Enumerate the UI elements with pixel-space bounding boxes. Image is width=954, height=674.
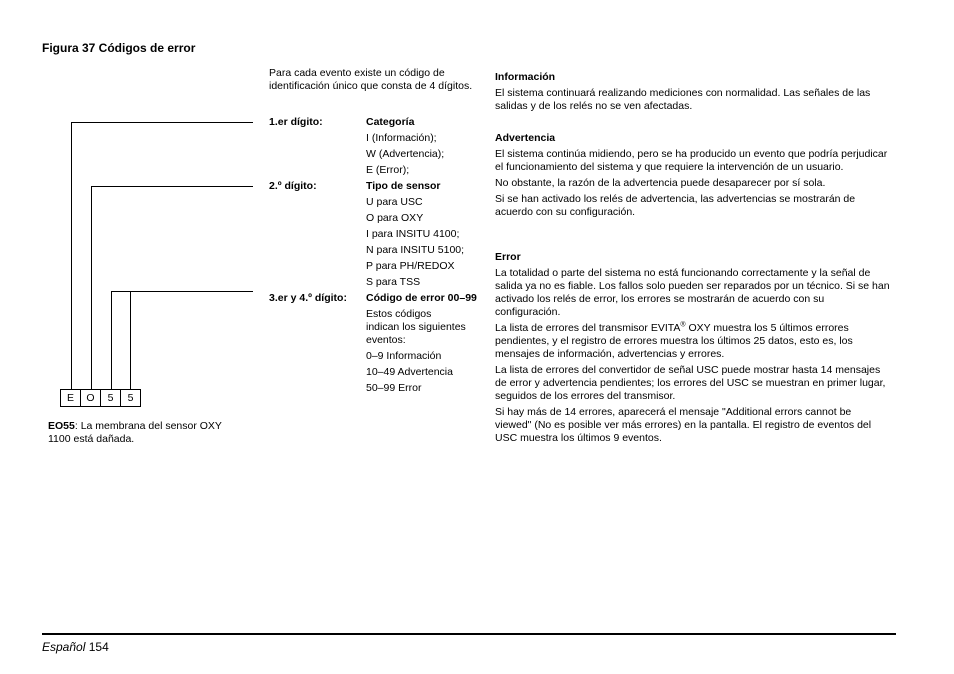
page-footer [42,640,109,654]
connector-line-4-vertical [130,291,131,389]
error-paragraph: La lista de errores del convertidor de señal USC puede mostrar hasta 14 mensajes de error y advertencia pendientes; los errores del USC se muestran en primer lugar, seguidos de los errores del transmisor. [495,364,886,402]
digit3-desc: eventos: [366,334,406,346]
digit1-heading: Categoría [366,116,415,128]
error-paragraph-part: La lista de errores del transmisor EVITA [495,322,681,334]
warning-paragraph: No obstante, la razón de la advertencia puede desaparecer por sí sola. [495,177,826,189]
digit1-item: I (Información); [366,132,437,144]
warning-heading: Advertencia [495,132,556,144]
info-heading: Información [495,71,556,83]
error-code-box [60,389,141,407]
code-char-4: 5 [127,392,134,404]
warning-paragraph: Si se han activado los relés de advertencia, las advertencias se mostrarán de acuerdo con su configuración. [495,193,856,218]
digit3-desc: indican los siguientes [366,321,466,333]
page-number: 154 [88,640,109,654]
digit1-item: E (Error); [366,164,410,176]
digit3-item: 0–9 Información [366,350,442,362]
error-paragraph [495,322,890,361]
intro-text: Para cada evento existe un código de identificación único que consta de 4 dígitos. [269,67,473,92]
figure-title: Figura 37 Códigos de error [42,41,196,55]
registered-mark: ® [680,321,686,329]
digit2-item: P para PH/REDOX [366,260,455,272]
code-char-2: O [81,390,101,406]
digit3-heading: Código de error 00–99 [366,292,477,304]
footer-language: Español [42,640,86,654]
caption-text: : La membrana del sensor OXY 1100 está dañada. [48,420,222,445]
digit1-label: 1.er dígito: [269,116,323,128]
error-paragraph: Si hay más de 14 errores, aparecerá el mensaje "Additional errors cannot be viewed" (No es posible ver más errores) en la pantalla. El registro de eventos del USC muestra los últimos 9 eventos. [495,406,872,444]
digit3-desc: Estos códigos [366,308,432,320]
digit2-label: 2.º dígito: [269,180,317,192]
digit3-item: 50–99 Error [366,382,422,394]
error-heading: Error [495,251,521,263]
digit2-heading: Tipo de sensor [366,180,441,192]
connector-line-2 [91,186,253,187]
code-char-3: 5 [101,390,121,406]
digit2-item: S para TSS [366,276,421,288]
digit3-item: 10–49 Advertencia [366,366,453,378]
digit2-item: I para INSITU 4100; [366,228,460,240]
connector-line-1-vertical [71,122,72,389]
digit3-label: 3.er y 4.º dígito: [269,292,347,304]
warning-paragraph: El sistema continúa midiendo, pero se ha producido un evento que podría perjudicar el funcionamiento del sistema y que requiere la intervención de un usuario. [495,148,888,173]
connector-line-3-vertical [111,291,112,389]
digit1-item: W (Advertencia); [366,148,445,160]
caption-code: EO55 [48,420,75,432]
digit2-item: N para INSITU 5100; [366,244,465,256]
figure-caption [48,420,228,446]
connector-line-3 [111,291,253,292]
error-paragraph-part: OXY muestra los 5 últimos errores pendientes, y el registro de errores muestra los últimos 25 datos, esto es, los mensajes de información, advertencias y errores. [495,322,853,360]
error-paragraph: La totalidad o parte del sistema no está funcionando correctamente y la señal de salida ya no es fiable. Los fallos solo pueden ser reparados por un técnico. Si se han activado los relés de error, los errores se mostrarán de acuerdo con su configuración. [495,267,890,318]
warning-section [495,132,890,219]
info-section [495,71,890,113]
digit2-item: O para OXY [366,212,424,224]
code-char-1: E [61,390,81,406]
info-text: El sistema continuará realizando mediciones con normalidad. Las señales de las salidas y de los relés no se ven afectadas. [495,87,871,112]
connector-line-2-vertical [91,186,92,389]
footer-rule [42,633,896,635]
digit2-item: U para USC [366,196,423,208]
error-section [495,251,890,445]
connector-line-1 [71,122,253,123]
